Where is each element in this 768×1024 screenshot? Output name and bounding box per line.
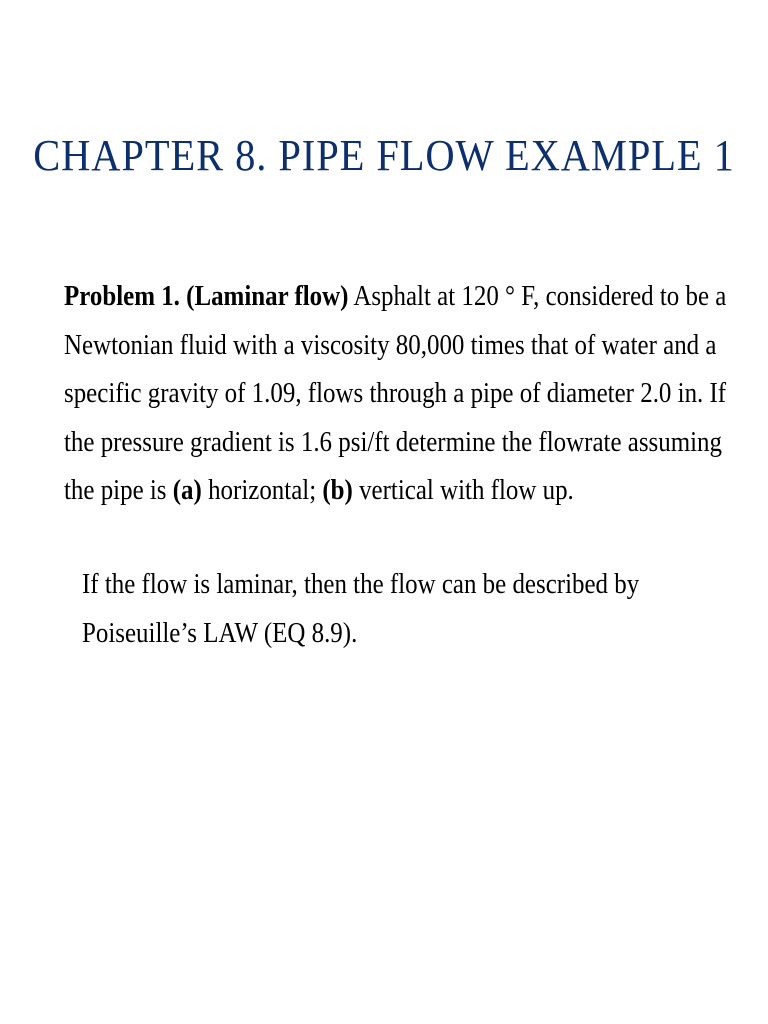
note-line-1: If the flow is laminar, then the flow can be described by [82,568,640,600]
problem-line-2: Newtonian fluid with a viscosity 80,000 times that of water and a [64,328,717,361]
part-a-label: (a) [172,474,202,506]
problem-line-1 [64,272,727,321]
note-line-2: Poiseuille’s LAW (EQ 8.9). [82,616,358,649]
problem-line-1-text: Asphalt at 120 ° F, considered to be a [348,280,727,312]
part-a-text: horizontal; [201,474,323,506]
slide-title: CHAPTER 8. PIPE FLOW EXAMPLE 1 [33,131,735,180]
problem-label: Problem 1. (Laminar flow) [64,280,349,312]
part-b-label: (b) [322,474,353,506]
problem-statement [64,272,727,515]
problem-line-4: the pressure gradient is 1.6 psi/ft determine the flowrate assuming [64,425,722,458]
problem-line-5 [64,466,632,515]
problem-line-3: specific gravity of 1.09, flows through a pipe of diameter 2.0 in. If [64,377,727,409]
problem-line-5-text: the pipe is [64,474,173,506]
part-b-text: vertical with flow up. [352,474,574,506]
laminar-note [82,560,640,657]
